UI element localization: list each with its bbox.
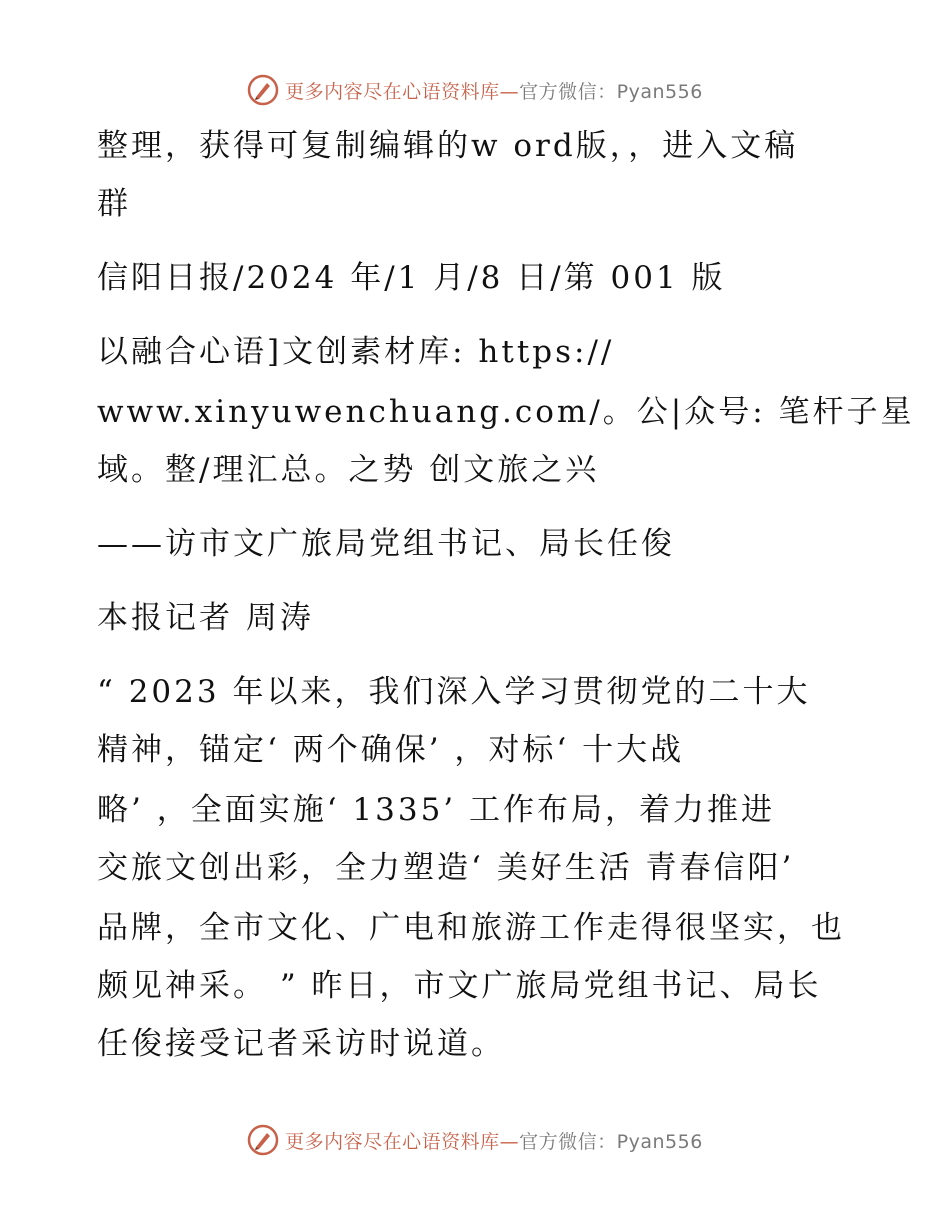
text-line: 整理，获得可复制编辑的w ord版，，进入文稿 (97, 128, 799, 164)
banner-text: 更多内容尽在心语资料库—官方微信：Pyan556 (285, 80, 703, 103)
text-line: 群 (97, 186, 131, 222)
text-line: 略’ ，全面实施‘ 1335’ 工作布局，着力推进 (97, 792, 776, 828)
text-line: 精神，锚定‘ 两个确保’ ，对标‘ 十大战 (97, 732, 685, 768)
text-line: 任俊接受记者采访时说道。 (97, 1026, 505, 1062)
text-line: 本报记者 周涛 (97, 600, 314, 636)
text-line: ——访市文广旅局党组书记、局长任俊 (97, 526, 675, 562)
text-line: 以融合心语]文创素材库: https:// (97, 334, 615, 370)
text-line: www.xinyuwenchuang.com/。公|众号: 笔杆子星 (97, 394, 915, 430)
text-line: 信阳日报/2024 年/1 月/8 日/第 001 版 (97, 260, 726, 296)
text-line: 品牌，全市文化、广电和旅游工作走得很坚实，也 (97, 910, 845, 946)
text-line: 交旅文创出彩，全力塑造‘ 美好生活 青春信阳’ (97, 850, 795, 886)
banner-wechat: 官方微信：Pyan556 (519, 80, 703, 103)
text-line: “ 2023 年以来，我们深入学习贯彻党的二十大 (97, 674, 811, 710)
banner-wechat: 官方微信：Pyan556 (519, 1130, 703, 1153)
header-banner (0, 70, 950, 110)
pen-logo-icon (247, 74, 279, 106)
pen-logo-icon (247, 1124, 279, 1156)
text-line: 颇见神采。 ” 昨日，市文广旅局党组书记、局长 (97, 968, 822, 1004)
text-line: 域。整/理汇总。之势 创文旅之兴 (97, 452, 600, 488)
footer-banner (0, 1120, 950, 1160)
banner-text: 更多内容尽在心语资料库—官方微信：Pyan556 (285, 1130, 703, 1153)
